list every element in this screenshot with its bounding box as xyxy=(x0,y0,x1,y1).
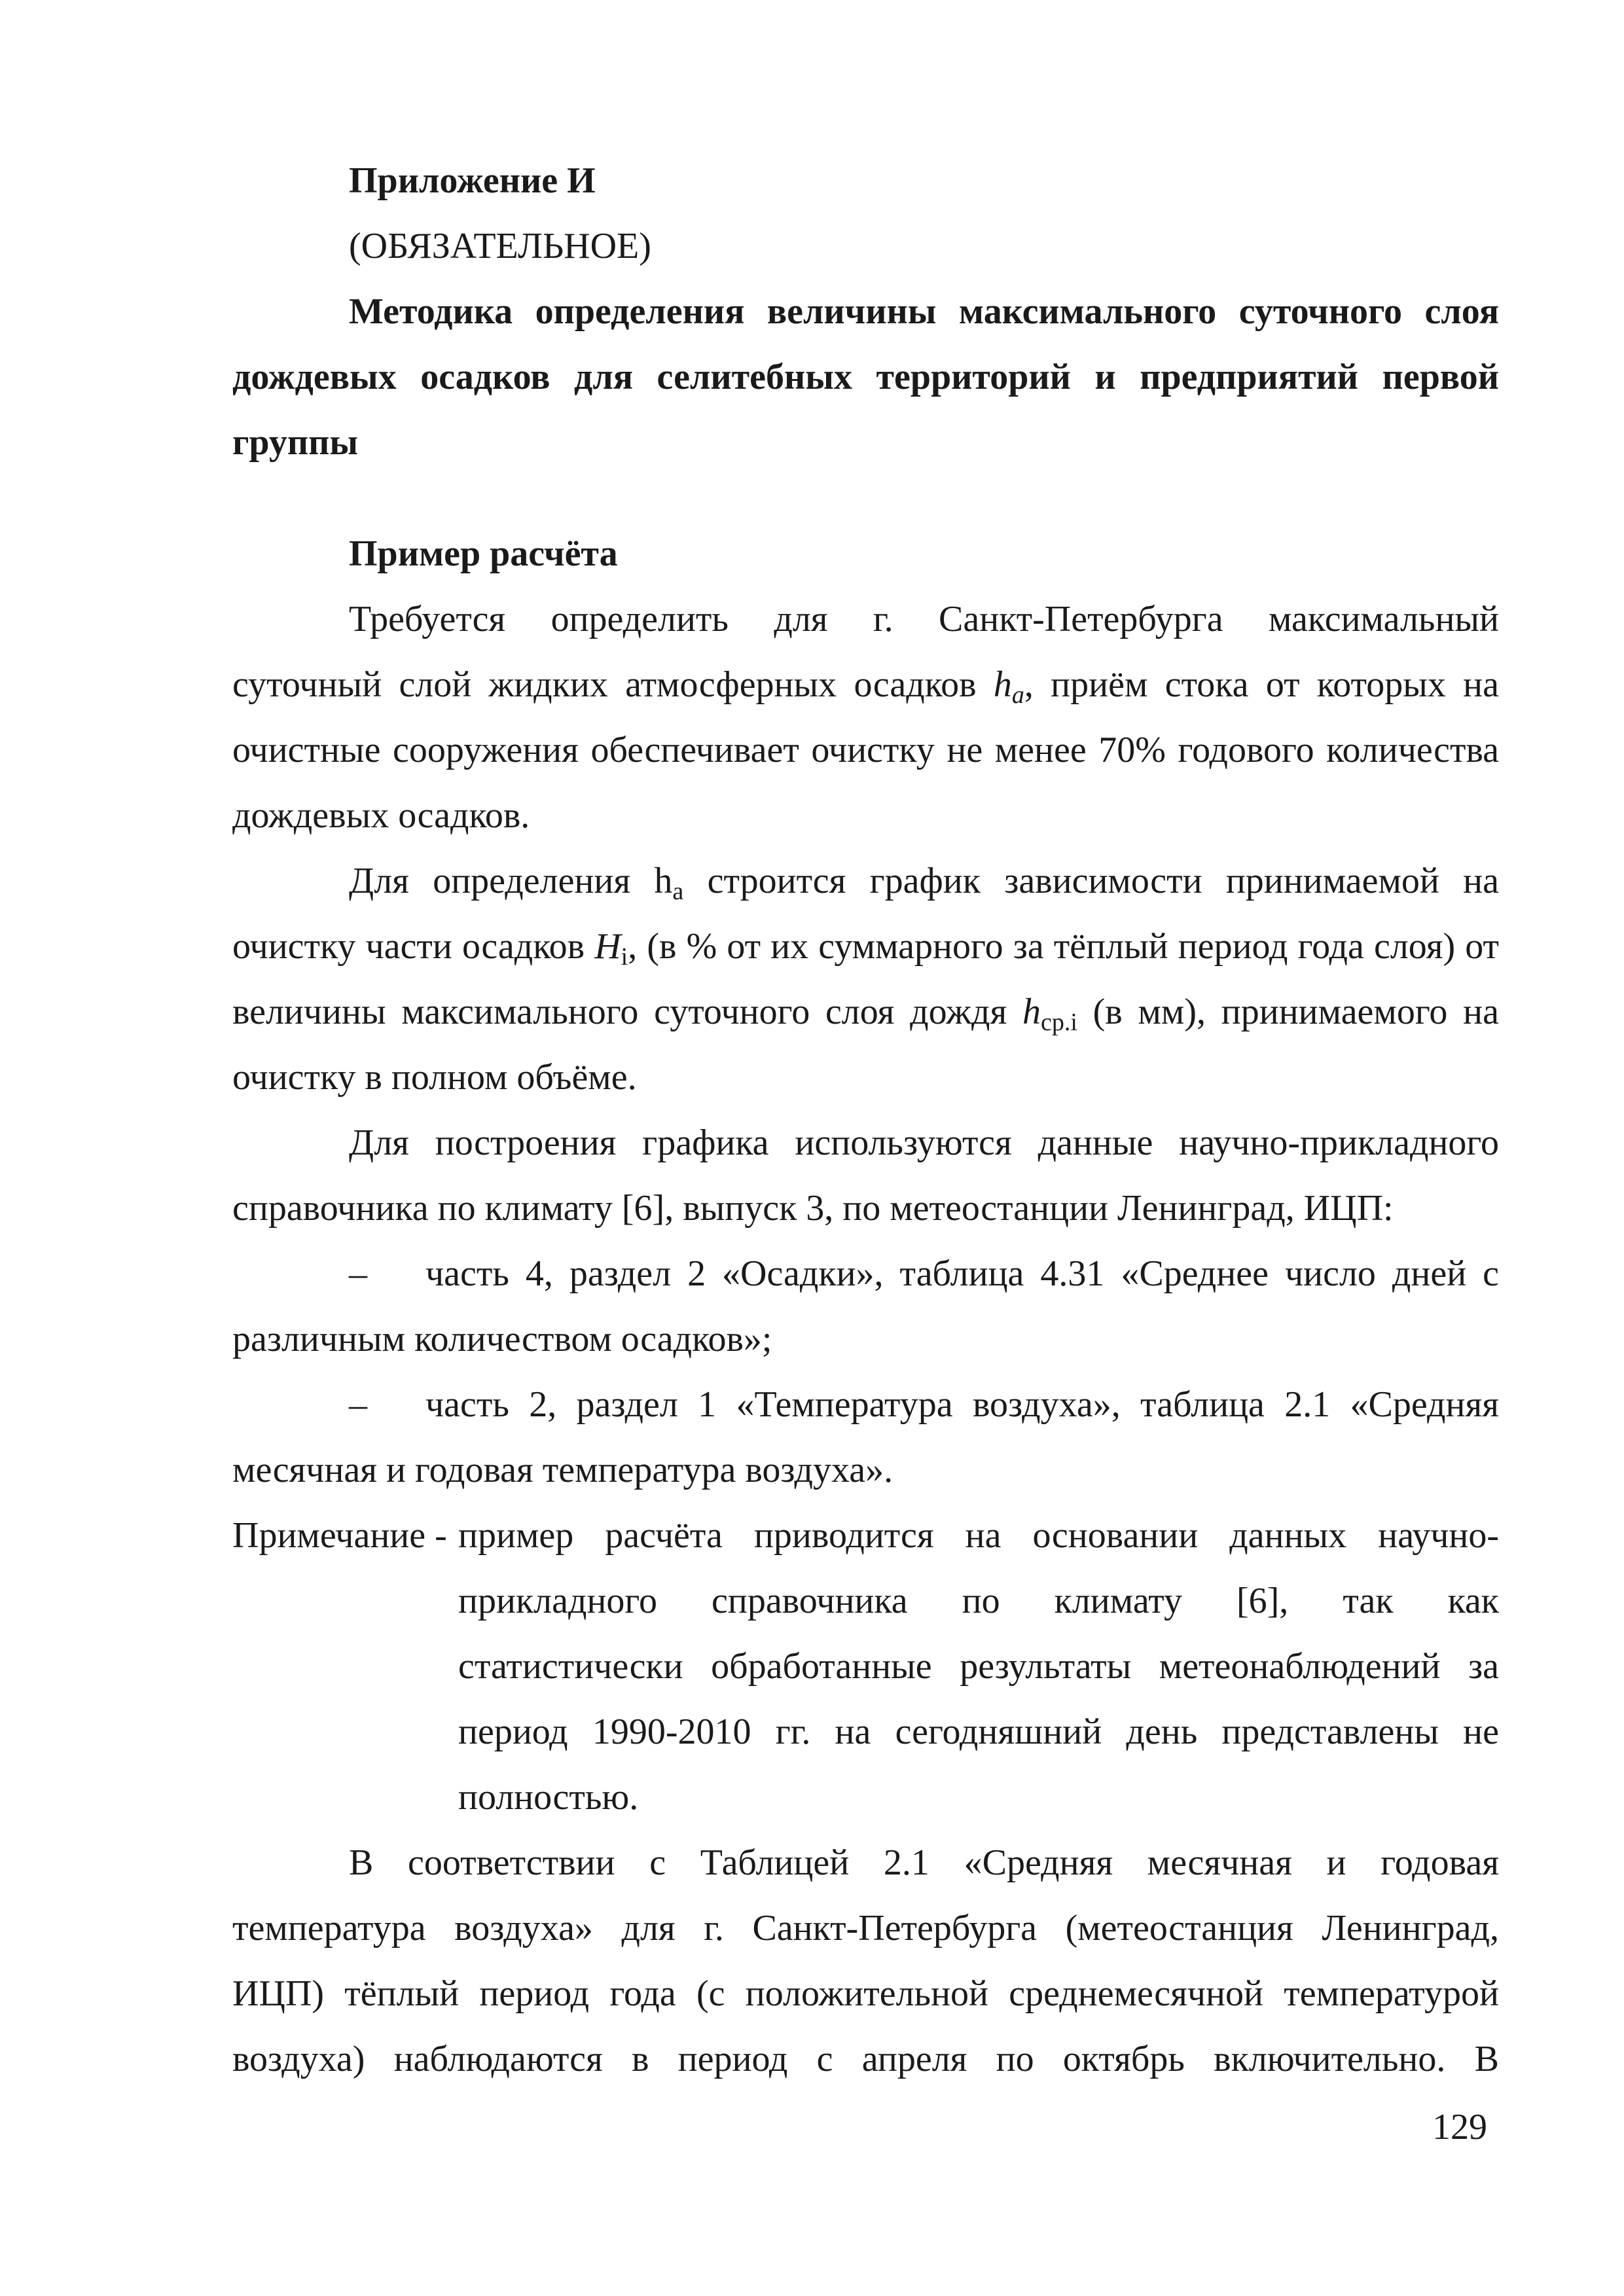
note-label: Примечание - xyxy=(232,1515,447,1556)
note-line-1: пример расчёта приводится на основании данных научно- xyxy=(458,1515,1499,1556)
list-item-2-line-1: часть 2, раздел 1 «Температура воздуха», таблица 2.1 «Средняя xyxy=(425,1384,1499,1425)
list-item-1-line-1: часть 4, раздел 2 «Осадки», таблица 4.31 «Среднее число дней с xyxy=(425,1253,1499,1294)
example-title: Пример расчёта xyxy=(349,533,618,574)
paragraph-3-line-2: справочника по климату [6], выпуск 3, по метеостанции Ленинград, ИЦП: xyxy=(232,1188,1394,1229)
paragraph-4-line-2: температура воздуха» для г. Санкт-Петербурга (метеостанция Ленинград, xyxy=(232,1908,1499,1948)
page-number: 129 xyxy=(1432,2107,1487,2147)
paragraph-4-line-1: В соответствии с Таблицей 2.1 «Средняя месячная и годовая xyxy=(349,1842,1499,1883)
list-item-2-line-2: месячная и годовая температура воздуха». xyxy=(232,1450,893,1490)
list-dash-2: – xyxy=(349,1384,367,1425)
appendix-status: (ОБЯЗАТЕЛЬНОЕ) xyxy=(349,226,651,266)
appendix-heading-line-3: группы xyxy=(232,422,359,463)
list-item-1-line-2: различным количеством осадков»; xyxy=(232,1319,772,1359)
paragraph-2-line-2: очистку части осадков $H_i$, (в % от их суммарного за тёплый период года слоя) от xyxy=(232,926,1500,971)
appendix-title: Приложение И xyxy=(349,160,596,201)
paragraph-4-line-4: воздуха) наблюдаются в период с апреля по октябрь включительно. В xyxy=(232,2039,1499,2079)
paragraph-2-line-4: очистку в полном объёме. xyxy=(232,1057,637,1098)
list-dash-1: – xyxy=(349,1253,367,1294)
appendix-heading-line-2: дождевых осадков для селитебных территорий и предприятий первой xyxy=(232,357,1499,397)
paragraph-1-line-2: суточный слой жидких атмосферных осадков $h_a$, приём стока от которых на xyxy=(232,664,1499,709)
paragraph-1-line-3: очистные сооружения обеспечивает очистку не менее 70% годового количества xyxy=(232,730,1499,770)
paragraph-2-line-3: величины максимального суточного слоя дождя $h_{ср.i}$ (в мм), принимаемого на xyxy=(232,992,1499,1036)
appendix-heading-line-1: Методика определения величины максимального суточного слоя xyxy=(349,291,1499,332)
paragraph-4-line-3: ИЦП) тёплый период года (с положительной среднемесячной температурой xyxy=(232,1973,1499,2014)
note-line-2: прикладного справочника по климату [6], так как xyxy=(458,1581,1499,1621)
paragraph-3-line-1: Для построения графика используются данные научно-прикладного xyxy=(349,1122,1499,1163)
note-line-4: период 1990-2010 гг. на сегодняшний день представлены не xyxy=(458,1712,1499,1752)
paragraph-1-line-4: дождевых осадков. xyxy=(232,795,530,836)
paragraph-1-line-1: Требуется определить для г. Санкт-Петербурга максимальный xyxy=(349,599,1499,639)
note-line-3: статистически обработанные результаты метеонаблюдений за xyxy=(458,1646,1499,1687)
paragraph-2-line-1: Для определения $h_a$ строится график зависимости принимаемой на xyxy=(349,861,1499,905)
note-line-5: полностью. xyxy=(458,1777,639,1818)
